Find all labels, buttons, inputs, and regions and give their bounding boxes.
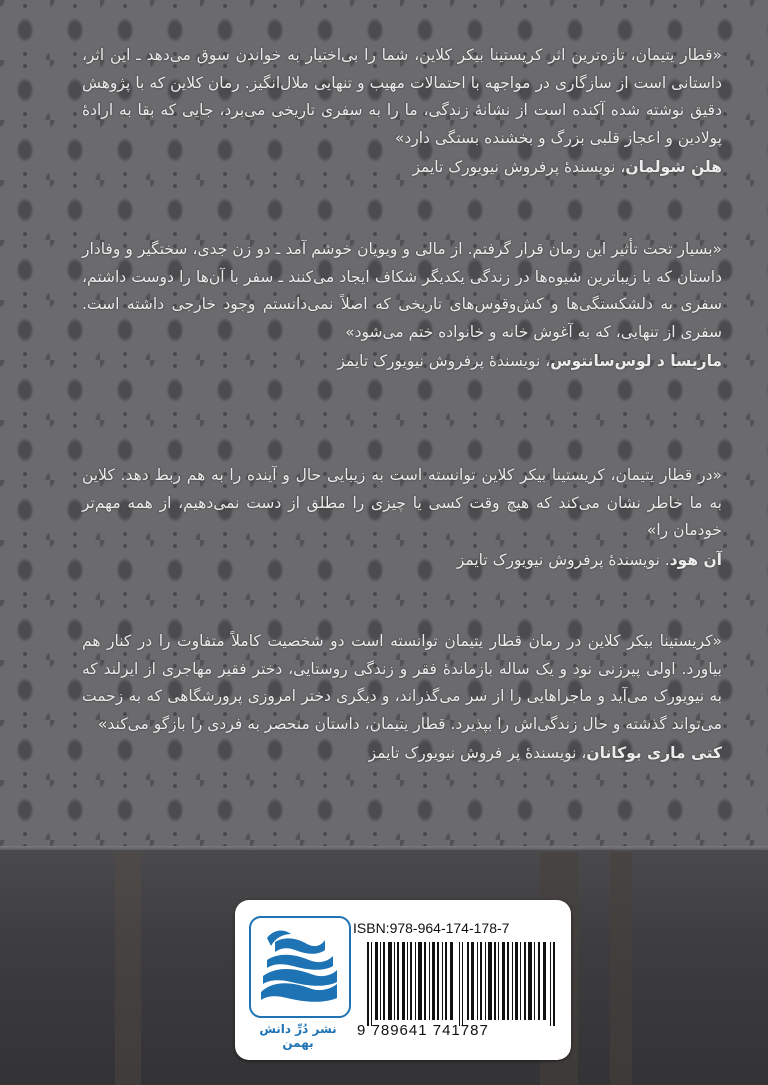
quote-text: «بسیار تحت تأثیر این رمان قرار گرفتم. از مالی و ویویان خوشم آمد ـ دو زن جدی، سختگیر و وفادار داستان که با زیباترین شیوه‌ها در زندگی یکدیگر شکاف ایجاد می‌کنند ـ سفر با آن‌ها را دوست داشتم، سفری به دلشکستگی‌ها و کش‌وقوس‌های تاریخی که اصلاً نمی‌دانستم وجود خارجی داشته است. سفری از تنهایی، که به آغوش خانه و خانواده ختم می‌شود» xyxy=(82,240,722,341)
quote-text: «کریستینا بیکر کلاین در رمان قطار یتیمان توانسته است دو شخصیت کاملاً متفاوت را در کنار هم بیاورد. اولی پیرزنی نود و یک ساله بازماندهٔ فقر و زندگی روستایی، دختر فقیر مهاجری از ایرلند که به نیویورک می‌آید و ماجراهایی را از سر می‌گذراند، و دیگری دختر امروزی پرورشگاهی که به زحمت می‌تواند گذشته و حال زندگی‌اش را بپذیرد. قطار یتیمان، داستان منحصر به فردی را بازگو می‌کند» xyxy=(82,632,722,733)
quote-author-role: . نویسندهٔ پرفروش نیویورک تایمز xyxy=(456,550,670,569)
quote-author: ماریسا د لوس‌سانتوس xyxy=(550,352,722,370)
quote-attribution xyxy=(82,740,722,768)
quote-block xyxy=(82,628,722,768)
quote-attribution xyxy=(82,154,722,182)
quote-block xyxy=(82,42,722,182)
publisher-name: نشر دُرِّ دانش بهمن xyxy=(259,1022,337,1050)
quote-attribution xyxy=(82,547,722,575)
wave-icon xyxy=(253,922,343,1010)
publisher-logo xyxy=(243,910,353,1050)
quote-author: کتی ماری بوکانان xyxy=(586,744,722,762)
quote-author-role: ، نویسندهٔ پر فروش نیویورک تایمز xyxy=(368,744,587,762)
quote-attribution xyxy=(82,348,722,376)
quote-block xyxy=(82,236,722,376)
quote-author: هلن شولمان xyxy=(625,158,722,176)
quote-block xyxy=(82,462,722,574)
wooden-post xyxy=(610,852,632,1085)
barcode-number: 9 789641 741787 xyxy=(357,1022,489,1039)
quote-author-role: ، نویسندهٔ پرفروش نیویورک تایمز xyxy=(337,352,551,370)
quote-author: آن هود xyxy=(669,550,722,569)
isbn-sticker xyxy=(235,900,571,1060)
isbn-label: ISBN:978-964-174-178-7 xyxy=(353,920,510,936)
wooden-post xyxy=(115,852,141,1085)
quote-text: «قطار یتیمان، تازه‌ترین اثر کریستینا بیکر کلاین، شما را بی‌اختیار به خواندن سوق می‌دهد ـ این اثر، داستانی است از سازگاری در مواجهه با احتمالات مهیب و تنهایی ملال‌انگیز. رمان کلاین که با پژوهش دقیق نوشته شده آکنده است از نشانهٔ زندگی، ما را به سفری تاریخی می‌برد، جایی که بقا به ارادهٔ پولادین و اعجاز قلبی بزرگ و بخشنده بستگی دارد» xyxy=(82,46,722,147)
quote-text: «در قطار یتیمان، کریستینا بیکر کلاین توانسته است به زیبایی حال و آینده را به هم ربط دهد. کلاین به ما خاطر نشان می‌کند که هیچ وقت کسی یا چیزی را مطلق از دست نمی‌دهیم، از همه مهم‌تر خودمان را» xyxy=(82,466,722,539)
barcode xyxy=(367,942,555,1026)
quote-author-role: ، نویسندهٔ پرفروش نیویورک تایمز xyxy=(412,158,626,176)
